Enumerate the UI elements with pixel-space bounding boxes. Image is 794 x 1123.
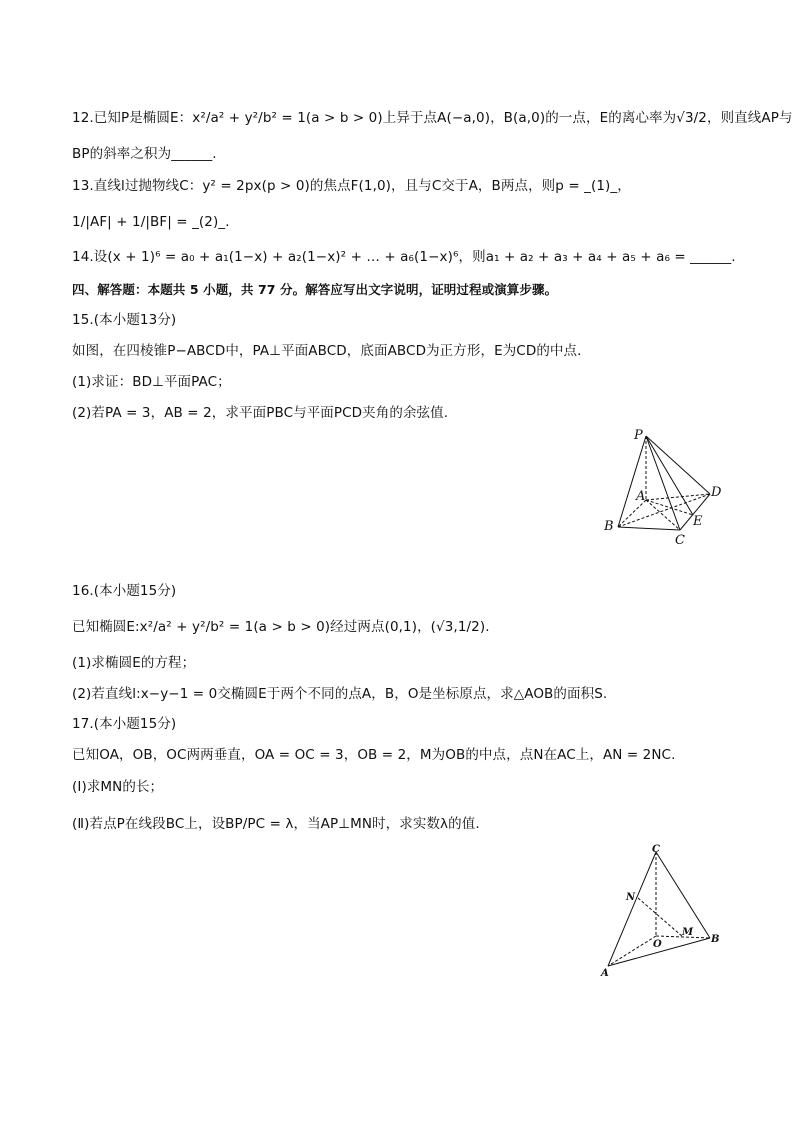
label-C: C [675, 533, 685, 548]
q16-part2: (2)若直线l:x−y−1 = 0交椭圆E于两个不同的点A，B，O是坐标原点，求△AOB的面积S. [72, 686, 608, 702]
q16-title: 16.(本小题15分) [72, 583, 177, 599]
edge-OA [608, 936, 656, 966]
q17-stem: 已知OA，OB，OC两两垂直，OA = OC = 3，OB = 2，M为OB的中点，点N在AC上，AN = 2NC. [72, 747, 676, 763]
q12-line2: BP的斜率之积为______. [72, 146, 217, 162]
q17-part1: (Ⅰ)求MN的长； [72, 779, 164, 795]
edge-PC [646, 436, 680, 530]
edge-CB [656, 852, 710, 938]
q13-line1: 13.直线l过抛物线C：y² = 2px(p > 0)的焦点F(1,0)，且与C交于A，B两点，则p = _(1)_， [72, 178, 631, 194]
label-B: B [604, 519, 614, 534]
q15-title: 15.(本小题13分) [72, 312, 177, 328]
label-B: B [711, 934, 720, 945]
q17-title: 17.(本小题15分) [72, 716, 177, 732]
edge-CA [608, 852, 656, 966]
label-E: E [693, 514, 703, 529]
segment-NM [638, 898, 683, 937]
q15-stem: 如图，在四棱锥P−ABCD中，PA⊥平面ABCD，底面ABCD为正方形，E为CD的中点. [72, 343, 582, 359]
q15-part2: (2)若PA = 3，AB = 2，求平面PBC与平面PCD夹角的余弦值. [72, 405, 449, 421]
label-N: N [626, 892, 636, 903]
label-M: M [682, 927, 694, 938]
label-C: C [652, 844, 660, 855]
label-A: A [601, 968, 609, 979]
q13-line2: 1/|AF| + 1/|BF| = _(2)_. [72, 214, 230, 230]
q17-part2: (Ⅱ)若点P在线段BC上，设BP/PC = λ，当AP⊥MN时，求实数λ的值. [72, 816, 480, 832]
label-O: O [653, 939, 662, 950]
q12-line1: 12.已知P是椭圆E：x²/a² + y²/b² = 1(a > b > 0)上异于点A(−a,0)，B(a,0)的一点，E的离心率为√3/2，则直线AP与 [72, 110, 793, 126]
edge-PB [618, 436, 646, 527]
tetrahedron-figure [596, 840, 726, 980]
q16-stem: 已知椭圆E:x²/a² + y²/b² = 1(a > b > 0)经过两点(0,1)，(√3,1/2). [72, 619, 490, 635]
label-D: D [711, 485, 722, 500]
section-heading: 四、解答题：本题共 5 小题，共 77 分。解答应写出文字说明，证明过程或演算步骤。 [72, 282, 558, 297]
q15-part1: (1)求证：BD⊥平面PAC； [72, 374, 231, 390]
pyramid-figure [598, 424, 728, 546]
q16-part1: (1)求椭圆E的方程； [72, 655, 196, 671]
edge-BC [618, 527, 680, 530]
q14-line: 14.设(x + 1)⁶ = a₀ + a₁(1−x) + a₂(1−x)² + … + a₆(1−x)⁶，则a₁ + a₂ + a₃ + a₄ + a₅ + a₆ = ______. [72, 249, 736, 265]
label-P: P [634, 428, 643, 443]
edge-PD [646, 436, 710, 494]
label-A: A [636, 489, 646, 504]
